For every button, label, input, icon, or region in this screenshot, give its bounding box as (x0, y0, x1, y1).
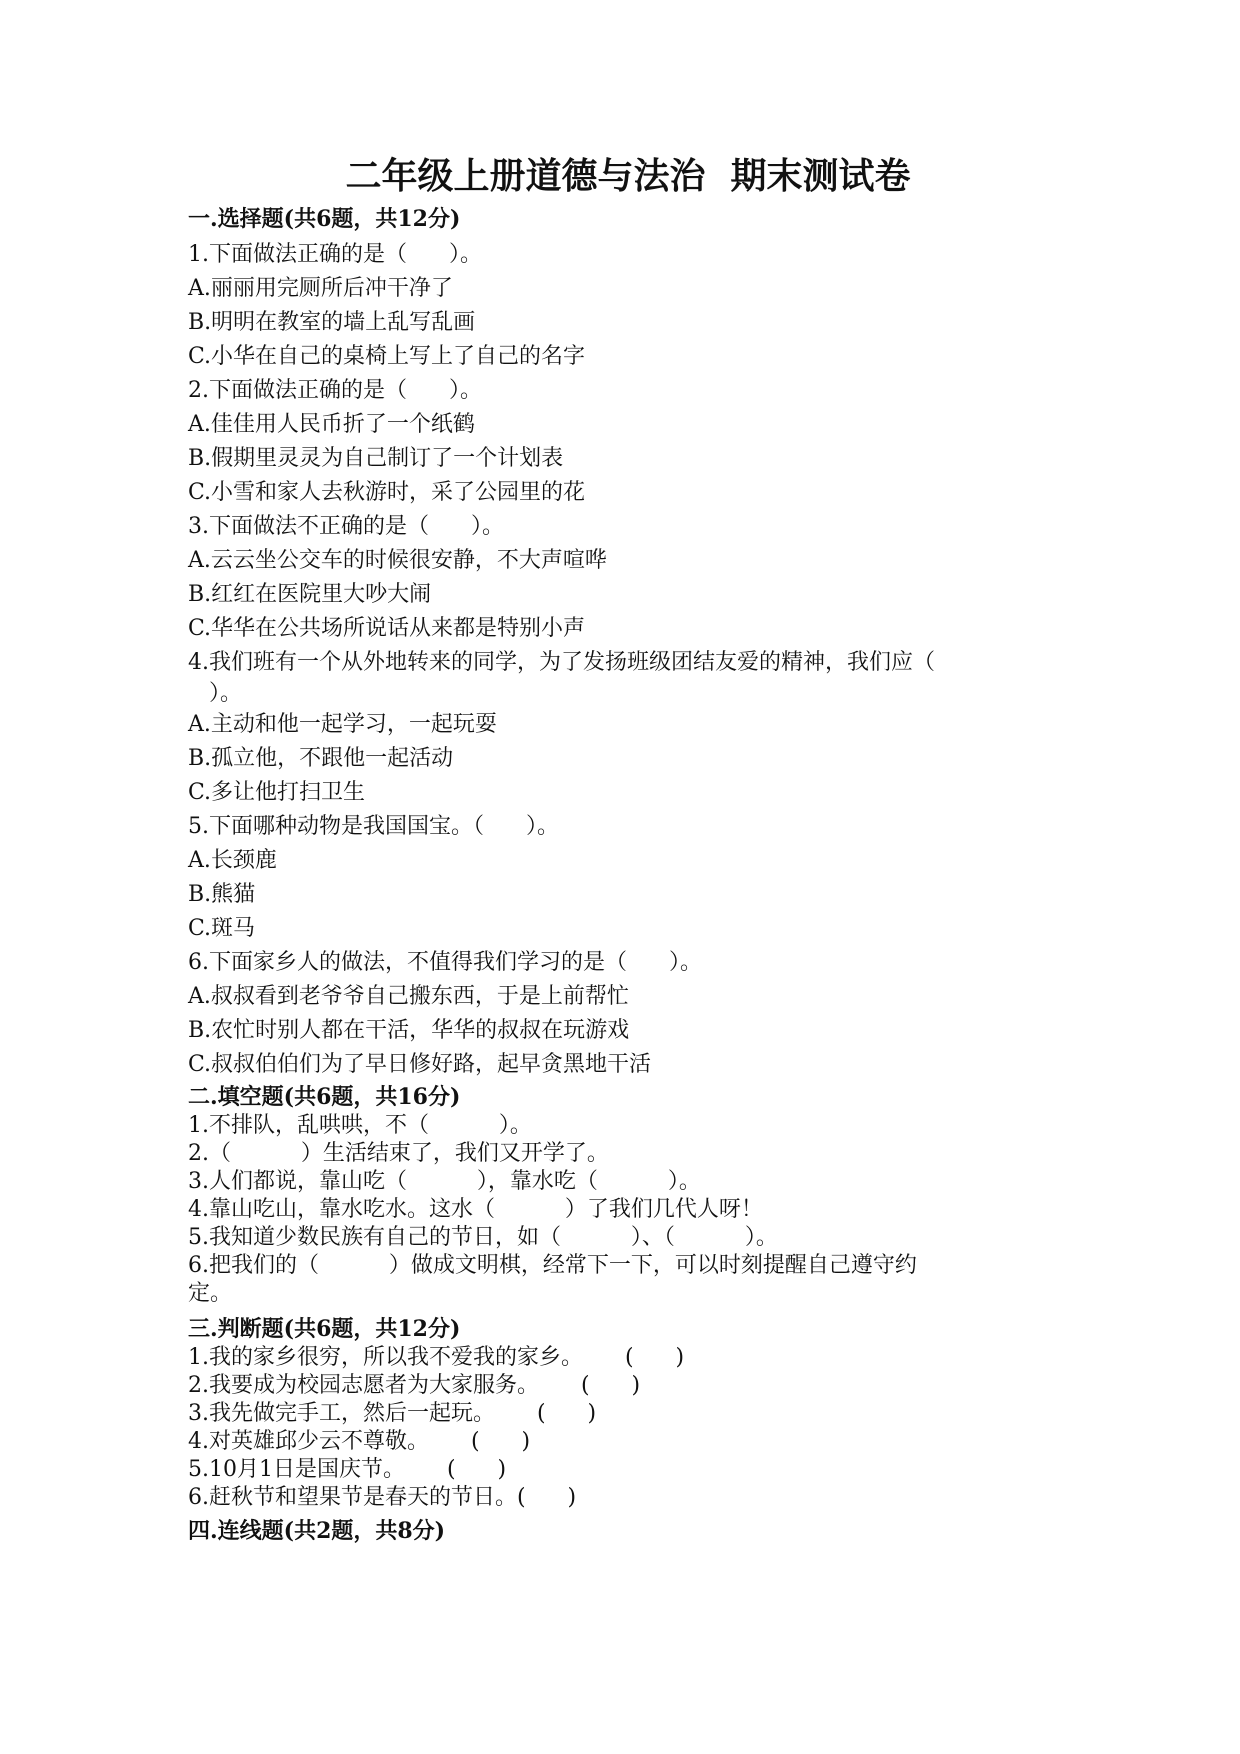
option-line: B.红红在医院里大吵大闹 (188, 582, 432, 607)
option-line: B.明明在教室的墙上乱写乱画 (188, 310, 476, 335)
question-line: 5.10月1日是国庆节。 ( ) (188, 1457, 507, 1482)
option-line: B.假期里灵灵为自己制订了一个计划表 (188, 446, 564, 471)
question-line: 1.下面做法正确的是（ ）。 (188, 242, 482, 267)
question-line: 5.下面哪种动物是我国国宝。（ ）。 (188, 814, 559, 839)
question-line-continued: 定。 (188, 1281, 233, 1306)
option-line: A.主动和他一起学习，一起玩耍 (188, 712, 497, 737)
question-line: 6.把我们的（ ）做成文明棋，经常下一下，可以时刻提醒自己遵守约 (188, 1253, 917, 1278)
option-line: C.小华在自己的桌椅上写上了自己的名字 (188, 344, 586, 369)
question-line: 4.我们班有一个从外地转来的同学，为了发扬班级团结友爱的精神，我们应（ (188, 650, 935, 675)
option-line: B.孤立他，不跟他一起活动 (188, 746, 454, 771)
option-line: B.农忙时别人都在干活，华华的叔叔在玩游戏 (188, 1018, 630, 1043)
section-heading: 二.填空题(共6题，共16分) (188, 1084, 461, 1110)
question-line: 2.下面做法正确的是（ ）。 (188, 378, 482, 403)
exam-paper (188, 150, 1068, 1546)
question-line: 4.对英雄邱少云不尊敬。 ( ) (188, 1429, 531, 1454)
question-line: 4.靠山吃山，靠水吃水。这水（ ）了我们几代人呀！ (188, 1197, 763, 1222)
option-line: C.华华在公共场所说话从来都是特别小声 (188, 616, 586, 641)
section-true-false (188, 1314, 1068, 1512)
section-heading: 三.判断题(共6题，共12分) (188, 1316, 461, 1342)
question-line: 2.（ ）生活结束了，我们又开学了。 (188, 1141, 609, 1166)
question-line-continued: ）。 (188, 681, 242, 706)
section-fill-blank (188, 1082, 1068, 1308)
option-line: A.云云坐公交车的时候很安静，不大声喧哗 (188, 548, 607, 573)
option-line: A.丽丽用完厕所后冲干净了 (188, 276, 453, 301)
option-line: A.叔叔看到老爷爷自己搬东西，于是上前帮忙 (188, 984, 629, 1009)
section-matching (188, 1516, 1068, 1546)
option-line: C.多让他打扫卫生 (188, 780, 366, 805)
option-line: C.叔叔伯伯们为了早日修好路，起早贪黑地干活 (188, 1052, 652, 1077)
option-line: A.佳佳用人民币折了一个纸鹤 (188, 412, 475, 437)
section-multiple-choice (188, 204, 1068, 1082)
section-heading: 一.选择题(共6题，共12分) (188, 206, 461, 232)
option-line: C.小雪和家人去秋游时，采了公园里的花 (188, 480, 586, 505)
section-heading: 四.连线题(共2题，共8分) (188, 1518, 446, 1544)
option-line: B.熊猫 (188, 882, 256, 907)
question-line: 5.我知道少数民族有自己的节日，如（ ）、（ ）。 (188, 1225, 778, 1250)
question-line: 1.我的家乡很穷，所以我不爱我的家乡。 ( ) (188, 1345, 685, 1370)
question-line: 6.下面家乡人的做法，不值得我们学习的是（ ）。 (188, 950, 702, 975)
question-line: 3.下面做法不正确的是（ ）。 (188, 514, 504, 539)
option-line: C.斑马 (188, 916, 256, 941)
question-line: 6.赶秋节和望果节是春天的节日。( ) (188, 1485, 577, 1510)
exam-title: 二年级上册道德与法治 期末测试卷 (345, 155, 911, 197)
question-line: 3.人们都说，靠山吃（ ），靠水吃（ ）。 (188, 1169, 701, 1194)
option-line: A.长颈鹿 (188, 848, 277, 873)
question-line: 1.不排队，乱哄哄，不（ ）。 (188, 1113, 532, 1138)
question-line: 2.我要成为校园志愿者为大家服务。 ( ) (188, 1373, 641, 1398)
question-line: 3.我先做完手工，然后一起玩。 ( ) (188, 1401, 597, 1426)
